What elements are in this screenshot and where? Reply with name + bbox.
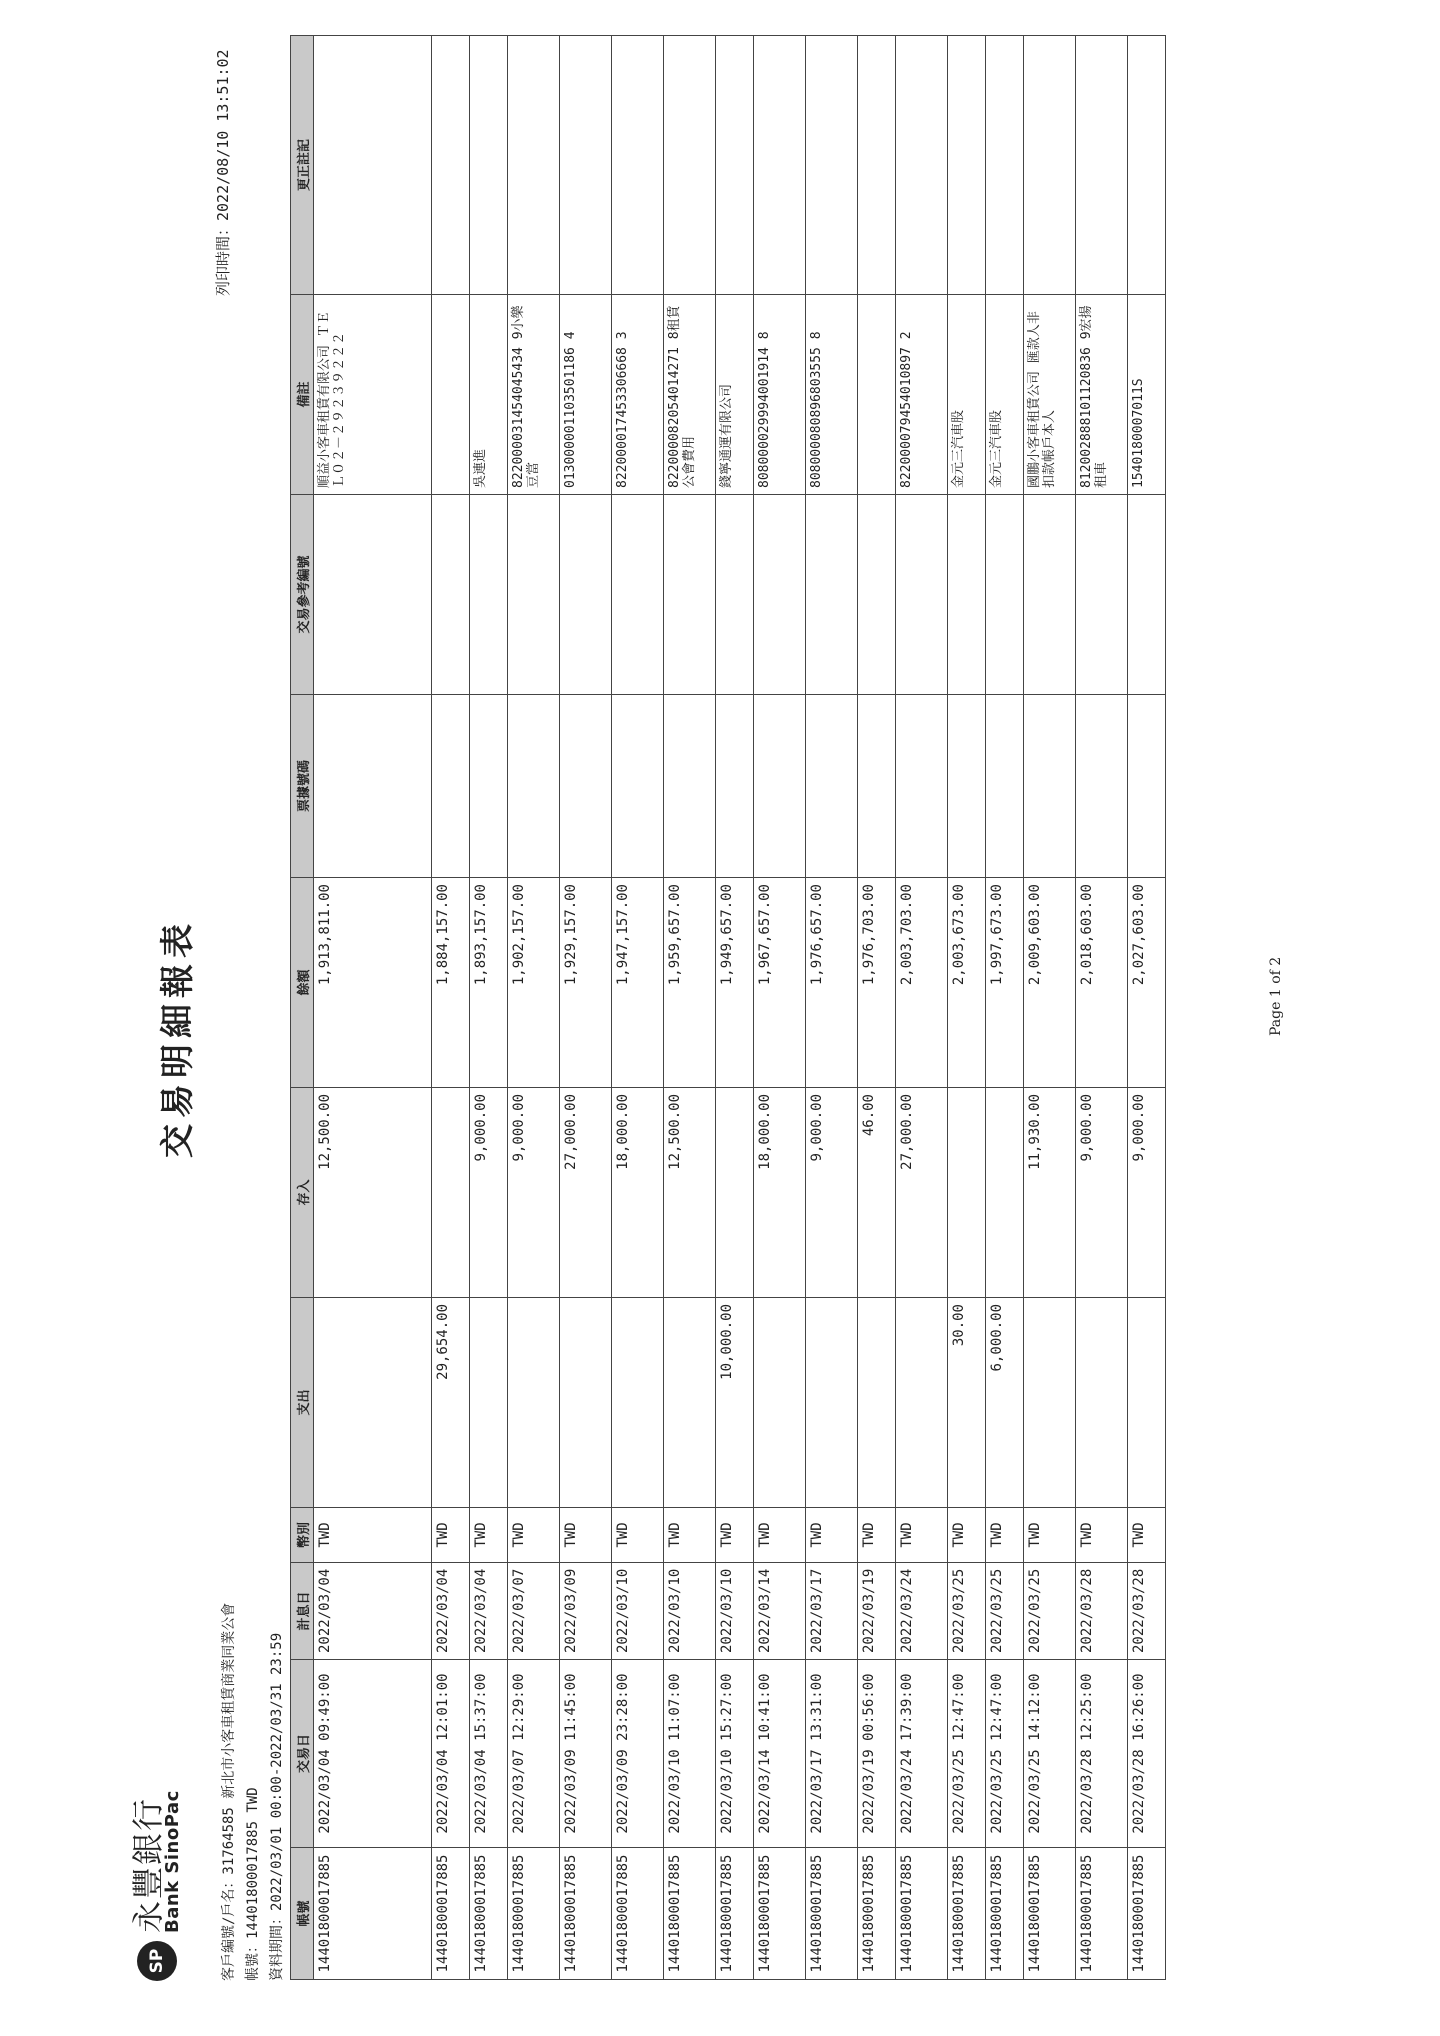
table-row	[664, 36, 716, 1980]
reference-cell	[1076, 495, 1128, 695]
credit-cell	[432, 1088, 470, 1298]
correction-cell	[612, 36, 664, 295]
debit-cell	[508, 1298, 560, 1508]
cheque-number-cell	[806, 695, 858, 878]
reference-cell	[560, 495, 612, 695]
value-date-cell: 2022/03/07	[508, 1563, 560, 1660]
reference-cell	[1128, 495, 1166, 695]
cheque-number-cell	[1076, 695, 1128, 878]
currency-cell: TWD	[432, 1508, 470, 1563]
credit-cell: 9,000.00	[1128, 1088, 1166, 1298]
table-row	[1128, 36, 1166, 1980]
account-cell: 14401800017885	[754, 1848, 806, 1980]
account-cell: 14401800017885	[470, 1848, 508, 1980]
debit-cell	[896, 1298, 948, 1508]
table-row	[470, 36, 508, 1980]
debit-cell: 10,000.00	[716, 1298, 754, 1508]
bank-name-en: Bank SinoPac	[162, 1790, 183, 1933]
account-cell: 14401800017885	[508, 1848, 560, 1980]
account-cell: 14401800017885	[612, 1848, 664, 1980]
account-cell: 14401800017885	[858, 1848, 896, 1980]
reference-cell	[896, 495, 948, 695]
remark-cell: 822000079454010897 2	[896, 295, 948, 495]
transaction-date-cell: 2022/03/28 12:25:00	[1076, 1660, 1128, 1848]
value-date-cell: 2022/03/04	[432, 1563, 470, 1660]
customer-info: 客戶編號/戶名：31764585 新北市小客車租賃商業同業公會	[221, 1602, 237, 1981]
table-row	[948, 36, 986, 1980]
transaction-date-cell: 2022/03/10 11:07:00	[664, 1660, 716, 1848]
correction-cell	[508, 36, 560, 295]
correction-cell	[560, 36, 612, 295]
table-row	[806, 36, 858, 1980]
reference-cell	[754, 495, 806, 695]
currency-cell: TWD	[858, 1508, 896, 1563]
debit-cell	[470, 1298, 508, 1508]
table-row	[432, 36, 470, 1980]
currency-cell: TWD	[806, 1508, 858, 1563]
currency-cell: TWD	[314, 1508, 432, 1563]
transaction-date-cell: 2022/03/09 11:45:00	[560, 1660, 612, 1848]
correction-cell	[470, 36, 508, 295]
correction-cell	[314, 36, 432, 295]
correction-cell	[1076, 36, 1128, 295]
reference-cell	[612, 495, 664, 695]
value-date-cell: 2022/03/19	[858, 1563, 896, 1660]
table-row	[508, 36, 560, 1980]
credit-cell: 9,000.00	[508, 1088, 560, 1298]
cheque-number-cell	[470, 695, 508, 878]
value-date-cell: 2022/03/04	[314, 1563, 432, 1660]
table-header	[291, 36, 314, 1980]
currency-cell: TWD	[948, 1508, 986, 1563]
value-date-cell: 2022/03/25	[948, 1563, 986, 1660]
transaction-date-cell: 2022/03/07 12:29:00	[508, 1660, 560, 1848]
credit-cell: 9,000.00	[470, 1088, 508, 1298]
credit-cell: 46.00	[858, 1088, 896, 1298]
table-row	[858, 36, 896, 1980]
currency-cell: TWD	[986, 1508, 1024, 1563]
value-date-cell: 2022/03/10	[612, 1563, 664, 1660]
column-header: 存入	[291, 1088, 314, 1298]
currency-cell: TWD	[1076, 1508, 1128, 1563]
debit-cell	[1128, 1298, 1166, 1508]
remark-cell: 822000031454045434 9小樂豆當	[508, 295, 560, 495]
credit-cell: 12,500.00	[664, 1088, 716, 1298]
bank-logo	[129, 1790, 183, 1981]
account-cell: 14401800017885	[1128, 1848, 1166, 1980]
balance-cell: 2,003,673.00	[948, 878, 986, 1088]
value-date-cell: 2022/03/09	[560, 1563, 612, 1660]
transaction-date-cell: 2022/03/04 09:49:00	[314, 1660, 432, 1848]
balance-cell: 1,913,811.00	[314, 878, 432, 1088]
transaction-date-cell: 2022/03/28 16:26:00	[1128, 1660, 1166, 1848]
report-title: 交易明細報表	[158, 918, 198, 1158]
credit-cell	[716, 1088, 754, 1298]
balance-cell: 2,027,603.00	[1128, 878, 1166, 1088]
bank-logo-icon: SP	[137, 1941, 177, 1981]
value-date-cell: 2022/03/25	[986, 1563, 1024, 1660]
credit-cell: 9,000.00	[1076, 1088, 1128, 1298]
credit-cell: 18,000.00	[612, 1088, 664, 1298]
correction-cell	[664, 36, 716, 295]
remark-cell: 國鵬小客車租賃公司 匯款人非扣款帳戶本人	[1024, 295, 1076, 495]
account-cell: 14401800017885	[806, 1848, 858, 1980]
value-date-cell: 2022/03/04	[470, 1563, 508, 1660]
value-date-cell: 2022/03/10	[716, 1563, 754, 1660]
value-date-cell: 2022/03/28	[1076, 1563, 1128, 1660]
remark-cell: 013000001103501186 4	[560, 295, 612, 495]
table-body	[314, 36, 1166, 1980]
currency-cell: TWD	[508, 1508, 560, 1563]
account-cell: 14401800017885	[986, 1848, 1024, 1980]
remark-cell: 822000017453306668 3	[612, 295, 664, 495]
reference-cell	[432, 495, 470, 695]
print-time: 列印時間：2022/08/10 13:51:02	[214, 49, 232, 296]
account-info: 帳號：14401800017885 TWD	[245, 1787, 261, 1981]
transaction-date-cell: 2022/03/24 17:39:00	[896, 1660, 948, 1848]
table-row	[612, 36, 664, 1980]
currency-cell: TWD	[612, 1508, 664, 1563]
reference-cell	[508, 495, 560, 695]
value-date-cell: 2022/03/14	[754, 1563, 806, 1660]
balance-cell: 1,893,157.00	[470, 878, 508, 1088]
debit-cell	[754, 1298, 806, 1508]
credit-cell: 9,000.00	[806, 1088, 858, 1298]
correction-cell	[1128, 36, 1166, 295]
currency-cell: TWD	[896, 1508, 948, 1563]
table-row	[896, 36, 948, 1980]
cheque-number-cell	[432, 695, 470, 878]
remark-cell: 錢寧通運有限公司	[716, 295, 754, 495]
debit-cell	[612, 1298, 664, 1508]
correction-cell	[986, 36, 1024, 295]
balance-cell: 1,976,657.00	[806, 878, 858, 1088]
transaction-date-cell: 2022/03/19 00:56:00	[858, 1660, 896, 1848]
cheque-number-cell	[612, 695, 664, 878]
column-header: 幣別	[291, 1508, 314, 1563]
account-cell: 14401800017885	[716, 1848, 754, 1980]
reference-cell	[948, 495, 986, 695]
transaction-date-cell: 2022/03/09 23:28:00	[612, 1660, 664, 1848]
cheque-number-cell	[1128, 695, 1166, 878]
reference-cell	[470, 495, 508, 695]
value-date-cell: 2022/03/28	[1128, 1563, 1166, 1660]
transaction-date-cell: 2022/03/17 13:31:00	[806, 1660, 858, 1848]
correction-cell	[806, 36, 858, 295]
column-header: 計息日	[291, 1563, 314, 1660]
transaction-date-cell: 2022/03/04 12:01:00	[432, 1660, 470, 1848]
transaction-date-cell: 2022/03/10 15:27:00	[716, 1660, 754, 1848]
account-cell: 14401800017885	[314, 1848, 432, 1980]
balance-cell: 1,959,657.00	[664, 878, 716, 1088]
value-date-cell: 2022/03/17	[806, 1563, 858, 1660]
correction-cell	[858, 36, 896, 295]
balance-cell: 1,967,657.00	[754, 878, 806, 1088]
cheque-number-cell	[664, 695, 716, 878]
column-header: 餘額	[291, 878, 314, 1088]
account-cell: 14401800017885	[664, 1848, 716, 1980]
column-header: 票據號碼	[291, 695, 314, 878]
debit-cell: 30.00	[948, 1298, 986, 1508]
column-header: 備註	[291, 295, 314, 495]
currency-cell: TWD	[1024, 1508, 1076, 1563]
correction-cell	[432, 36, 470, 295]
cheque-number-cell	[896, 695, 948, 878]
cheque-number-cell	[754, 695, 806, 878]
correction-cell	[716, 36, 754, 295]
correction-cell	[948, 36, 986, 295]
account-cell: 14401800017885	[432, 1848, 470, 1980]
cheque-number-cell	[986, 695, 1024, 878]
debit-cell	[560, 1298, 612, 1508]
correction-cell	[754, 36, 806, 295]
table-row	[1024, 36, 1076, 1980]
remark-cell: 順益小客車租賃有限公司 ＴＥＬ０２－２９２３９２２２	[314, 295, 432, 495]
balance-cell: 1,949,657.00	[716, 878, 754, 1088]
credit-cell: 11,930.00	[1024, 1088, 1076, 1298]
reference-cell	[716, 495, 754, 695]
credit-cell: 27,000.00	[560, 1088, 612, 1298]
table-row	[314, 36, 432, 1980]
transaction-date-cell: 2022/03/25 14:12:00	[1024, 1660, 1076, 1848]
reference-cell	[664, 495, 716, 695]
remark-cell: 吳連進	[470, 295, 508, 495]
credit-cell	[948, 1088, 986, 1298]
table-row	[754, 36, 806, 1980]
value-date-cell: 2022/03/10	[664, 1563, 716, 1660]
balance-cell: 1,947,157.00	[612, 878, 664, 1088]
transaction-table	[290, 35, 1166, 1980]
cheque-number-cell	[1024, 695, 1076, 878]
remark-cell: 1540180007011S	[1128, 295, 1166, 495]
account-cell: 14401800017885	[1024, 1848, 1076, 1980]
balance-cell: 1,884,157.00	[432, 878, 470, 1088]
transaction-date-cell: 2022/03/14 10:41:00	[754, 1660, 806, 1848]
balance-cell: 1,902,157.00	[508, 878, 560, 1088]
remark-cell	[858, 295, 896, 495]
column-header: 更正註記	[291, 36, 314, 295]
transaction-date-cell: 2022/03/25 12:47:00	[986, 1660, 1024, 1848]
bank-name-cn: 永豐銀行	[129, 1796, 167, 1933]
transaction-date-cell: 2022/03/25 12:47:00	[948, 1660, 986, 1848]
cheque-number-cell	[716, 695, 754, 878]
account-cell: 14401800017885	[1076, 1848, 1128, 1980]
page-number: Page 1 of 2	[1268, 956, 1284, 1036]
balance-cell: 1,997,673.00	[986, 878, 1024, 1088]
debit-cell	[314, 1298, 432, 1508]
cheque-number-cell	[948, 695, 986, 878]
table-row	[716, 36, 754, 1980]
reference-cell	[1024, 495, 1076, 695]
column-header: 帳號	[291, 1848, 314, 1980]
remark-cell: 822000082054014271 8租賃公會費用	[664, 295, 716, 495]
cheque-number-cell	[560, 695, 612, 878]
table-row	[1076, 36, 1128, 1980]
remark-cell: 金元三汽車股	[986, 295, 1024, 495]
cheque-number-cell	[314, 695, 432, 878]
column-header: 交易日	[291, 1660, 314, 1848]
column-header: 交易參考編號	[291, 495, 314, 695]
currency-cell: TWD	[664, 1508, 716, 1563]
table-row	[986, 36, 1024, 1980]
credit-cell	[986, 1088, 1024, 1298]
remark-cell: 812002888101120836 9宏揚租車	[1076, 295, 1128, 495]
debit-cell: 6,000.00	[986, 1298, 1024, 1508]
reference-cell	[858, 495, 896, 695]
balance-cell: 1,976,703.00	[858, 878, 896, 1088]
transaction-date-cell: 2022/03/04 15:37:00	[470, 1660, 508, 1848]
value-date-cell: 2022/03/24	[896, 1563, 948, 1660]
debit-cell: 29,654.00	[432, 1298, 470, 1508]
remark-cell: 808000080896803555 8	[806, 295, 858, 495]
currency-cell: TWD	[470, 1508, 508, 1563]
currency-cell: TWD	[754, 1508, 806, 1563]
reference-cell	[314, 495, 432, 695]
cheque-number-cell	[858, 695, 896, 878]
balance-cell: 2,009,603.00	[1024, 878, 1076, 1088]
balance-cell: 1,929,157.00	[560, 878, 612, 1088]
currency-cell: TWD	[1128, 1508, 1166, 1563]
debit-cell	[1024, 1298, 1076, 1508]
currency-cell: TWD	[716, 1508, 754, 1563]
account-cell: 14401800017885	[560, 1848, 612, 1980]
table-row	[560, 36, 612, 1980]
debit-cell	[1076, 1298, 1128, 1508]
debit-cell	[806, 1298, 858, 1508]
correction-cell	[896, 36, 948, 295]
balance-cell: 2,003,703.00	[896, 878, 948, 1088]
account-cell: 14401800017885	[896, 1848, 948, 1980]
credit-cell: 27,000.00	[896, 1088, 948, 1298]
debit-cell	[664, 1298, 716, 1508]
value-date-cell: 2022/03/25	[1024, 1563, 1076, 1660]
remark-cell: 808000029994001914 8	[754, 295, 806, 495]
account-cell: 14401800017885	[948, 1848, 986, 1980]
currency-cell: TWD	[560, 1508, 612, 1563]
debit-cell	[858, 1298, 896, 1508]
reference-cell	[986, 495, 1024, 695]
column-header: 支出	[291, 1298, 314, 1508]
balance-cell: 2,018,603.00	[1076, 878, 1128, 1088]
credit-cell: 12,500.00	[314, 1088, 432, 1298]
remark-cell	[432, 295, 470, 495]
reference-cell	[806, 495, 858, 695]
data-period: 資料期間：2022/03/01 00:00-2022/03/31 23:59	[269, 1632, 285, 1981]
correction-cell	[1024, 36, 1076, 295]
cheque-number-cell	[508, 695, 560, 878]
credit-cell: 18,000.00	[754, 1088, 806, 1298]
remark-cell: 金元三汽車股	[948, 295, 986, 495]
